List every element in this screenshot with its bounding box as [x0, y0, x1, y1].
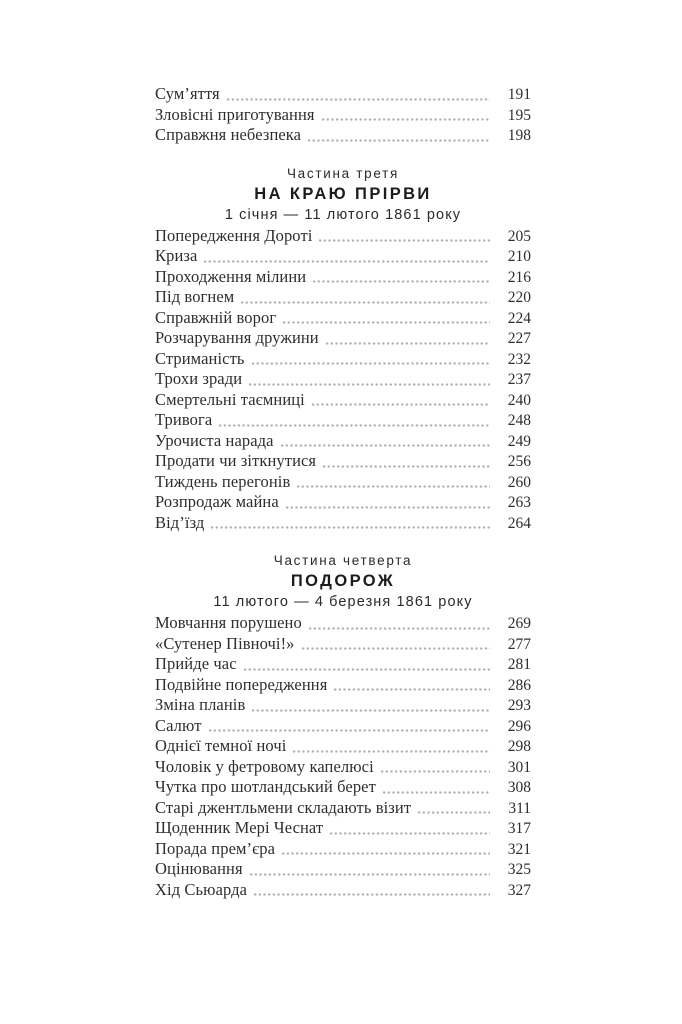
toc-entry-row	[155, 431, 531, 452]
toc-entry-row	[155, 818, 531, 839]
chapter-title: Трохи зради	[155, 369, 243, 388]
dotted-leader	[319, 239, 490, 242]
toc-entry-row	[155, 736, 531, 757]
date-range: 1 січня — 11 лютого 1861 року	[224, 206, 462, 223]
page-number: 286	[507, 676, 531, 694]
date-range: 11 лютого — 4 березня 1861 року	[213, 594, 473, 610]
page-number: 327	[507, 881, 531, 899]
dotted-leader	[252, 709, 490, 712]
chapter-title: Тривога	[155, 410, 213, 429]
section-header	[155, 550, 531, 613]
toc-entry-row	[155, 226, 531, 247]
chapter-title: Однієї темної ночі	[155, 736, 287, 755]
chapter-title: «Сутенер Півночі!»	[155, 633, 295, 653]
page-number: 269	[507, 615, 531, 632]
chapter-title: Криза	[155, 246, 198, 265]
chapter-title: Порада прем’єра	[155, 838, 276, 858]
toc-entry-row	[155, 675, 531, 696]
toc-entry-row	[155, 328, 531, 349]
section-header	[155, 163, 531, 226]
page-number: 224	[507, 309, 531, 327]
part-label: Частина четверта	[273, 553, 413, 568]
toc-entry-row	[155, 369, 531, 390]
chapter-title: Салют	[155, 715, 202, 735]
page-number: 237	[507, 371, 531, 388]
chapter-title: Проходження мілини	[155, 266, 307, 286]
page-number: 263	[507, 494, 531, 511]
chapter-title: Мовчання порушено	[155, 613, 302, 632]
toc-entry-row	[155, 349, 531, 370]
toc-entry-row	[155, 798, 531, 819]
dotted-leader	[281, 444, 490, 447]
dotted-leader	[326, 342, 490, 345]
page-number: 325	[507, 861, 531, 878]
chapter-title: Сум’яття	[155, 84, 220, 103]
toc-entry-row	[155, 513, 531, 534]
chapter-title: Справжня небезпека	[155, 125, 302, 144]
chapter-title: Подвійне попередження	[155, 674, 328, 694]
page-number: 296	[507, 717, 531, 735]
part-title: ПОДОРОЖ	[290, 572, 396, 590]
dotted-leader	[249, 383, 490, 386]
chapter-title: Щоденник Мері Чеснат	[155, 818, 324, 837]
toc-entry-row	[155, 287, 531, 308]
dotted-leader	[302, 647, 490, 650]
dotted-leader	[312, 403, 490, 406]
page-number: 264	[507, 514, 531, 532]
page-number: 301	[507, 758, 531, 776]
toc-entry-row	[155, 105, 531, 126]
toc-entry-row	[155, 125, 531, 146]
page-number: 281	[507, 656, 531, 673]
chapter-title: Тиждень перегонів	[155, 471, 291, 491]
page-number: 220	[507, 289, 531, 306]
toc-entry-row	[155, 880, 531, 901]
dotted-leader	[283, 321, 490, 324]
toc-entry-row	[155, 634, 531, 655]
page-number: 205	[507, 227, 531, 245]
dotted-leader	[254, 893, 490, 896]
chapter-title: Під вогнем	[155, 287, 235, 306]
dotted-leader	[252, 362, 490, 365]
page-number: 321	[507, 840, 531, 858]
chapter-title: Чутка про шотландський берет	[155, 777, 376, 796]
chapter-title: Урочиста нарада	[155, 430, 274, 450]
chapter-title: Прийде час	[155, 654, 237, 673]
page-number: 248	[507, 412, 531, 429]
dotted-leader	[418, 811, 490, 814]
toc-entry-row	[155, 613, 531, 634]
dotted-leader	[313, 280, 490, 283]
dotted-leader	[383, 791, 490, 794]
page-number: 216	[507, 268, 531, 286]
toc-entry-row	[155, 757, 531, 778]
dotted-leader	[204, 260, 490, 263]
dotted-leader	[244, 668, 490, 671]
chapter-title: Від’їзд	[155, 512, 205, 532]
toc-entry-row	[155, 390, 531, 411]
part-label: Частина третя	[286, 165, 400, 181]
toc-entry-row	[155, 246, 531, 267]
chapter-title: Смертельні таємниці	[155, 389, 305, 409]
page-number: 198	[507, 127, 531, 144]
dotted-leader	[241, 301, 490, 304]
toc-entry-row	[155, 716, 531, 737]
page-number: 191	[507, 86, 531, 103]
chapter-title: Старі джентльмени складають візит	[155, 797, 412, 817]
toc-entry-row	[155, 410, 531, 431]
page-number: 260	[507, 473, 531, 491]
page-number: 293	[507, 697, 531, 714]
dotted-leader	[286, 506, 490, 509]
chapter-title: Хід Сьюарда	[155, 879, 248, 899]
dotted-leader	[282, 852, 490, 855]
toc-entry-row	[155, 859, 531, 880]
dotted-leader	[323, 465, 490, 468]
toc-entry-row	[155, 695, 531, 716]
dotted-leader	[227, 98, 490, 101]
page-number: 317	[507, 820, 531, 837]
page-number: 311	[508, 799, 531, 817]
dotted-leader	[309, 627, 490, 630]
toc-entry-row	[155, 472, 531, 493]
chapter-title: Розчарування дружини	[155, 328, 319, 347]
chapter-title: Стриманість	[155, 348, 245, 368]
chapter-title: Чоловік у фетровому капелюсі	[155, 756, 374, 776]
chapter-title: Зловісні приготування	[155, 104, 315, 124]
dotted-leader	[293, 750, 490, 753]
chapter-title: Оцінювання	[155, 859, 243, 878]
toc-entry-row	[155, 777, 531, 798]
page-number: 256	[507, 453, 531, 470]
chapter-title: Розпродаж майна	[155, 492, 279, 511]
page-number: 277	[507, 635, 531, 653]
chapter-title: Справжній ворог	[155, 307, 277, 327]
toc-entry-row	[155, 308, 531, 329]
page-number: 240	[507, 391, 531, 409]
toc-entry-row	[155, 84, 531, 105]
toc-entry-row	[155, 654, 531, 675]
chapter-title: Продати чи зіткнутися	[155, 451, 317, 470]
dotted-leader	[250, 873, 490, 876]
page-number: 298	[507, 738, 531, 755]
dotted-leader	[330, 832, 490, 835]
dotted-leader	[381, 770, 490, 773]
page-number: 249	[507, 432, 531, 450]
page-number: 195	[507, 106, 531, 124]
dotted-leader	[334, 688, 490, 691]
page-number: 232	[507, 350, 531, 368]
chapter-title: Зміна планів	[155, 695, 246, 714]
dotted-leader	[219, 424, 490, 427]
toc-entry-row	[155, 267, 531, 288]
chapter-title: Попередження Дороті	[155, 225, 313, 245]
toc-content	[155, 84, 531, 900]
dotted-leader	[297, 485, 490, 488]
dotted-leader	[308, 139, 490, 142]
dotted-leader	[209, 729, 490, 732]
toc-entry-row	[155, 451, 531, 472]
dotted-leader	[322, 118, 490, 121]
page-number: 308	[507, 779, 531, 796]
page-number: 210	[507, 248, 531, 265]
page-number: 227	[507, 330, 531, 347]
part-title: НА КРАЮ ПРІРВИ	[254, 184, 432, 203]
toc-entry-row	[155, 839, 531, 860]
dotted-leader	[211, 526, 490, 529]
toc-entry-row	[155, 492, 531, 513]
